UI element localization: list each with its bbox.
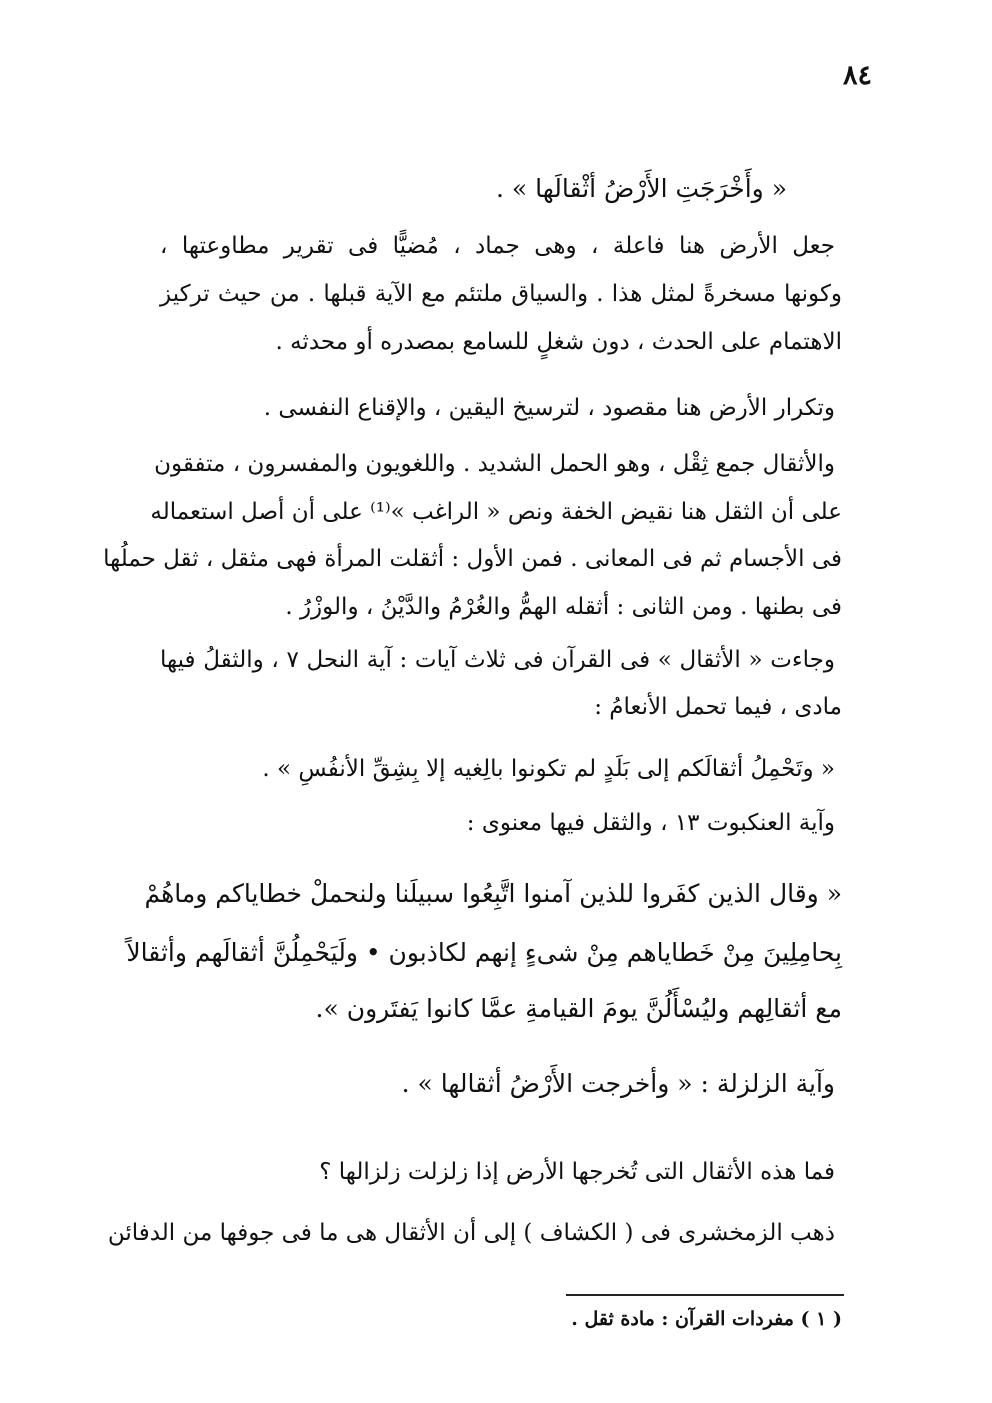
text-line: وجاءت « الأثقال » فى القرآن فى ثلاث آيات : آية النحل ٧ ، والثقلُ فيها [160,647,835,673]
quran-quote-line: « وقال الذين كفَروا للذين آمنوا اتَّبِعُوا سبيلَنا ولنحملْ خطاياكم وماهُمْ [144,879,842,908]
text-line: وآية الزلزلة : « وأخرجت الأَرْضُ أثقالها » . [401,1069,835,1098]
text-line: فى بطنها . ومن الثانى : أثقله الهمُّ والغُرْمُ والدَّيْنُ ، والوزْرُ . [285,594,842,620]
quran-quote-line: « وتَحْمِلُ أثقالَكم إلى بَلَدٍ لم تكونوا بالِغيه إلا بِشِقِّ الأنفُسِ » . [262,756,835,782]
text-line: فى الأجسام ثم فى المعانى . فمن الأول : أثقلت المرأة فهى مثقل ، ثقل حملُها [103,546,842,572]
text-line: وكونها مسخرةً لمثل هذا . والسياق ملتئم مع الآية قبلها . من حيث تركيز [160,281,842,307]
text-line: مادى ، فيما تحمل الأنعامُ : [594,694,842,720]
verse-heading: « وأَخْرَجَتِ الأَرْضُ أثْقالَها » . [496,174,787,203]
text-line: والأثقال جمع ثِقْل ، وهو الحمل الشديد . واللغويون والمفسرون ، متفقون [154,451,835,477]
text-line: فما هذه الأثقال التى تُخرجها الأرض إذا زلزلت زلزالها ؟ [319,1159,835,1185]
text-line: وآية العنكبوت ١٣ ، والثقل فيها معنوى : [466,810,835,836]
text-line: جعل الأرض هنا فاعلة ، وهى جماد ، مُضيًّا فى تقرير مطاوعتها ، [160,233,835,259]
text-line: الاهتمام على الحدث ، دون شغلٍ للسامع بمصدره أو محدثه . [275,329,842,355]
text-line: وتكرار الأرض هنا مقصود ، لترسيخ اليقين ، والإقناع النفسى . [263,395,835,421]
text-line: ذهب الزمخشرى فى ( الكشاف ) إلى أن الأثقال هى ما فى جوفها من الدفائن [107,1220,835,1246]
quran-quote-line: مع أثقالِهم وليُسْأَلُنَّ يومَ القيامةِ عمَّا كانوا يَفتَرون ». [315,994,842,1023]
page-number: ٨٤ [842,60,872,91]
quran-quote-line: بِحامِلِينَ مِنْ خَطاياهم مِنْ شىءٍ إنهم لكاذبون • ولَيَحْمِلُنَّ أثقالَهم وأثقالاً [126,938,842,967]
text-line: على أن الثقل هنا نقيض الخفة ونص « الراغب »⁽¹⁾ على أن أصل استعماله [150,499,842,525]
footnote-rule [566,1294,844,1296]
footnote: ( ١ ) مفردات القرآن : مادة ثقل . [571,1308,842,1330]
